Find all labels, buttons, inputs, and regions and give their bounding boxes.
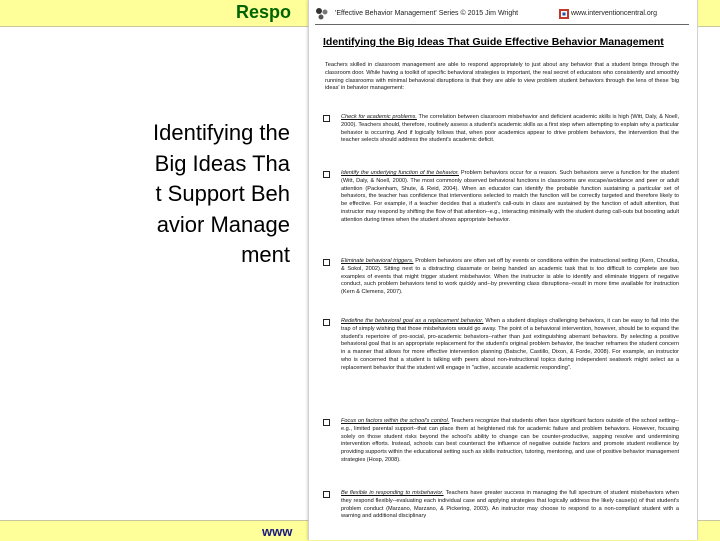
list-item-body: The correlation between classroom misbehavior and deficient academic skills is high (Witt, Daly, & Noell, 2000). Teachers should, therefore, routinely assess a student's academic skills as a first step when attempting to explain why a particular behavior is occurring. And if logically follows that, when poor academics appear to drive problem behaviors, the intervention that the teacher selects should address the student's academic deficit. [341,114,680,144]
document-title: Identifying the Big Ideas That Guide Effective Behavior Management [323,36,664,48]
checkbox[interactable] [323,491,330,498]
checkbox[interactable] [323,419,330,426]
slide-title: Respo [236,2,292,22]
list-item-text [341,258,679,297]
list-item-text [341,490,679,521]
list-item-title: Check for academic problems. [341,114,417,120]
list-item-body: Problem behaviors occur for a reason. Such behaviors serve a function for the student (Witt, Daly, & Noell, 2000). The most commonly observed behavioral functions in classrooms are escape/avoidance and peer or adult attention (Packenham, Shute, & Reid, 2004). When an educator can identify the probable function sustaining a particular set of behaviors, the teacher has confidence that interventions selected to match the function will be correctly targeted and therefore likely to be effective. For example, if a teacher decides that a student's call-outs in class are sustained by the function of adult attention, that instructor may respond by shifting the flow of that attention--e.g., interacting minimally with the student during call-outs but boosting adult attention during times when the student shows appropriate behavior. [341,170,679,223]
checkbox[interactable] [323,171,330,178]
checkbox[interactable] [323,259,330,266]
list-item-text [341,170,679,225]
list-item-title: Eliminate behavioral triggers. [341,258,414,264]
document-intro: Teachers skilled in classroom management are able to respond appropriately to just about any behavior that a student brings through the classroom door. While having a toolkit of specific behavioral strategies is important, the real secret of educators who consistently and smoothly running classrooms with minimal behavioral disruptions is that they are able to view problem student behaviors through the lens of these 'big ideas' in behavior management: [325,62,679,92]
slide-left-heading: Identifying the Big Ideas That Support Behavior Management [153,120,290,267]
list-item-title: Identify the underlying function of the behavior. [341,170,459,176]
header-website-text[interactable]: www.interventioncentral.org [571,10,657,17]
header-series-text: 'Effective Behavior Management' Series © 2015 Jim Wright [335,10,519,17]
list-item-body: When a student displays challenging behaviors, it can be easy to fall into the trap of simply wishing that those misbehaviors would go away. The point of a behavioral intervention, however, should be to expand the student's repertoire of pro-social, pro-academic behaviors--rather than just extinguishing aberrant behaviors. By selecting a positive behavioral goal that is an appropriate replacement for the student's original problem behavior, the teacher reframes the student concern in a manner that allows for more effective intervention planning (Batsche, Castillo, Dixon, & Forde, 2008). For example, an instructor who is concerned that a student is talking with peers about non-instructional topics during independent seatwork might select as a replacement behavior that the student will engage in "active, accurate academic responding". [341,318,679,371]
checkbox[interactable] [323,319,330,326]
footer-link[interactable]: www [262,524,293,539]
list-item-text [341,318,679,373]
list-item-text [341,418,679,465]
series-logo-icon [315,7,329,21]
list-item-body: Teachers have greater success in managing the full spectrum of student misbehaviors when they respond flexibly--evaluating each individual case and applying strategies that logically address the likely cause(s) of that student's problem conduct (Marzano, Marzano, & Pickering, 2003). An instructor may choose to respond to a non-compliant student with a warning and additional disciplinary [341,490,679,520]
list-item-title: Focus on factors within the school's control. [341,418,450,424]
document-header [309,6,697,24]
checkbox[interactable] [323,115,330,122]
list-item-title: Redefine the behavioral goal as a replacement behavior. [341,318,484,324]
document-page [308,0,698,540]
list-item-body: Problem behaviors are often set off by events or conditions within the instructional setting (Kern, Choutka, & Sokol, 2002). Sitting next to a distracting classmate or being handed an academic task that is too difficult to complete are two examples of events that might trigger student misbehavior. When the instructor is able to identify and eliminate triggers of negative conduct, such problem behaviors tend to work quickly and--by preventing class disruptions--result in more time available for instruction (Kern & Clemens, 2007). [341,258,679,296]
website-icon [559,9,569,19]
header-divider [315,24,689,25]
list-item-text [341,114,679,145]
list-item-title: Be flexible in responding to misbehavior. [341,490,444,496]
list-item-body: Teachers recognize that students often face significant factors outside of the school setting--e.g., limited parental support--that can place them at heightened risk for academic failure and problem behaviors. However, focusing solely on those student risks beyond the school's ability to change can be counter-productive, sapping resolve and undermining intervention efforts. Instead, schools can best counteract the influence of negative outside factors and promote student resilience by providing supports within the educational setting such as skills instruction, tutoring, mentoring, and use of positive behavior management strategies (Hosp, 2008). [341,418,680,463]
